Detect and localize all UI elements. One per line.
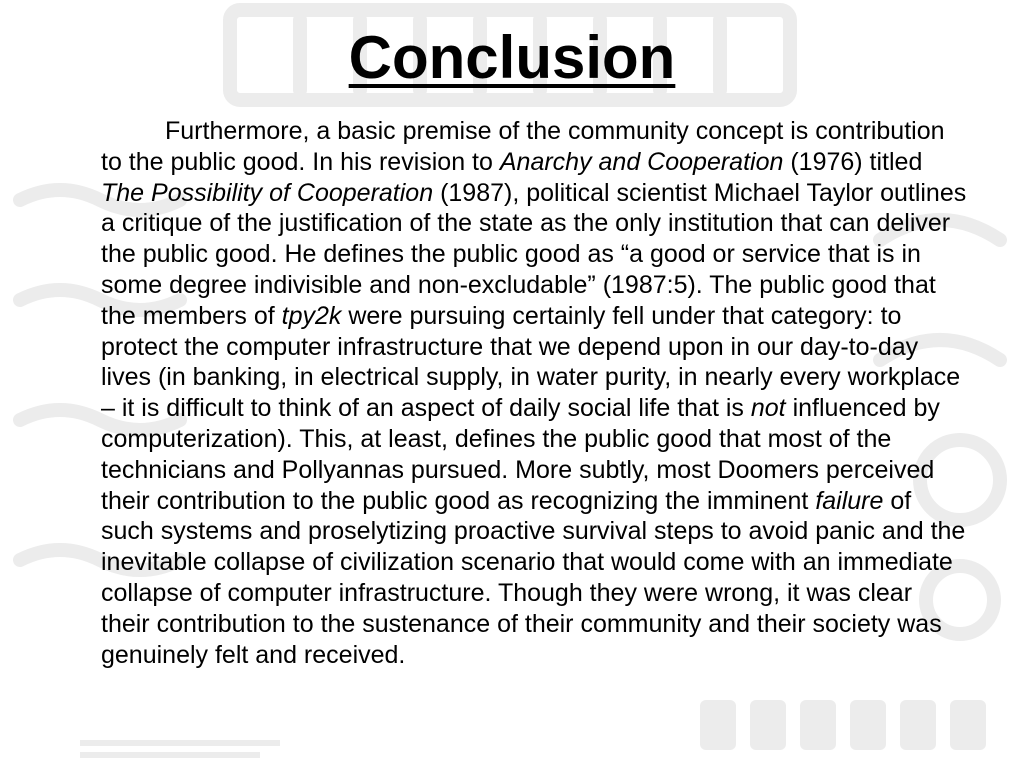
body-text-segment: (1987), political scientist Michael Taylor outlines a critique of the justification of the state as the only institution that can deliver the public good. He defines the public good as “a good or service that is in some degree indivisible and non-excludable” (1987:5). The public good that the members of <box>101 178 967 330</box>
body-text-segment: Furthermore, a basic premise of the community concept is contribution to the public good. In his revision to <box>101 117 945 176</box>
slide-title-text: Conclusion <box>348 24 676 91</box>
book-title-anarchy-and-cooperation: Anarchy and Cooperation <box>499 147 784 176</box>
slide-title <box>0 22 1024 94</box>
emphasis-not: not <box>750 394 786 423</box>
body-text-segment: (1976) titled <box>783 147 923 176</box>
group-name-tpy2k: tpy2k <box>281 301 342 330</box>
body-text-segment: of such systems and proselytizing proactive survival steps to avoid panic and the inevitable collapse of civilization scenario that would come with an immediate collapse of computer infrastructure. Though they were wrong, it was clear their contribution to the sustenance of their community and their society was genuinely felt and received. <box>101 486 966 669</box>
body-paragraph <box>101 116 967 670</box>
emphasis-failure: failure <box>815 486 884 515</box>
body-text-segment: influenced by computerization). This, at least, defines the public good that most of the technicians and Pollyannas pursued. More subtly, most Doomers perceived their contribution to the public good as recognizing the imminent <box>101 394 940 515</box>
book-title-possibility-of-cooperation: The Possibility of Cooperation <box>101 178 434 207</box>
body-text-segment: were pursuing certainly fell under that category: to protect the computer infrastructure that we depend upon in our day-to-day lives (in banking, in electrical supply, in water purity, in nearly every workplace – it is difficult to think of an aspect of daily social life that is <box>101 301 961 423</box>
